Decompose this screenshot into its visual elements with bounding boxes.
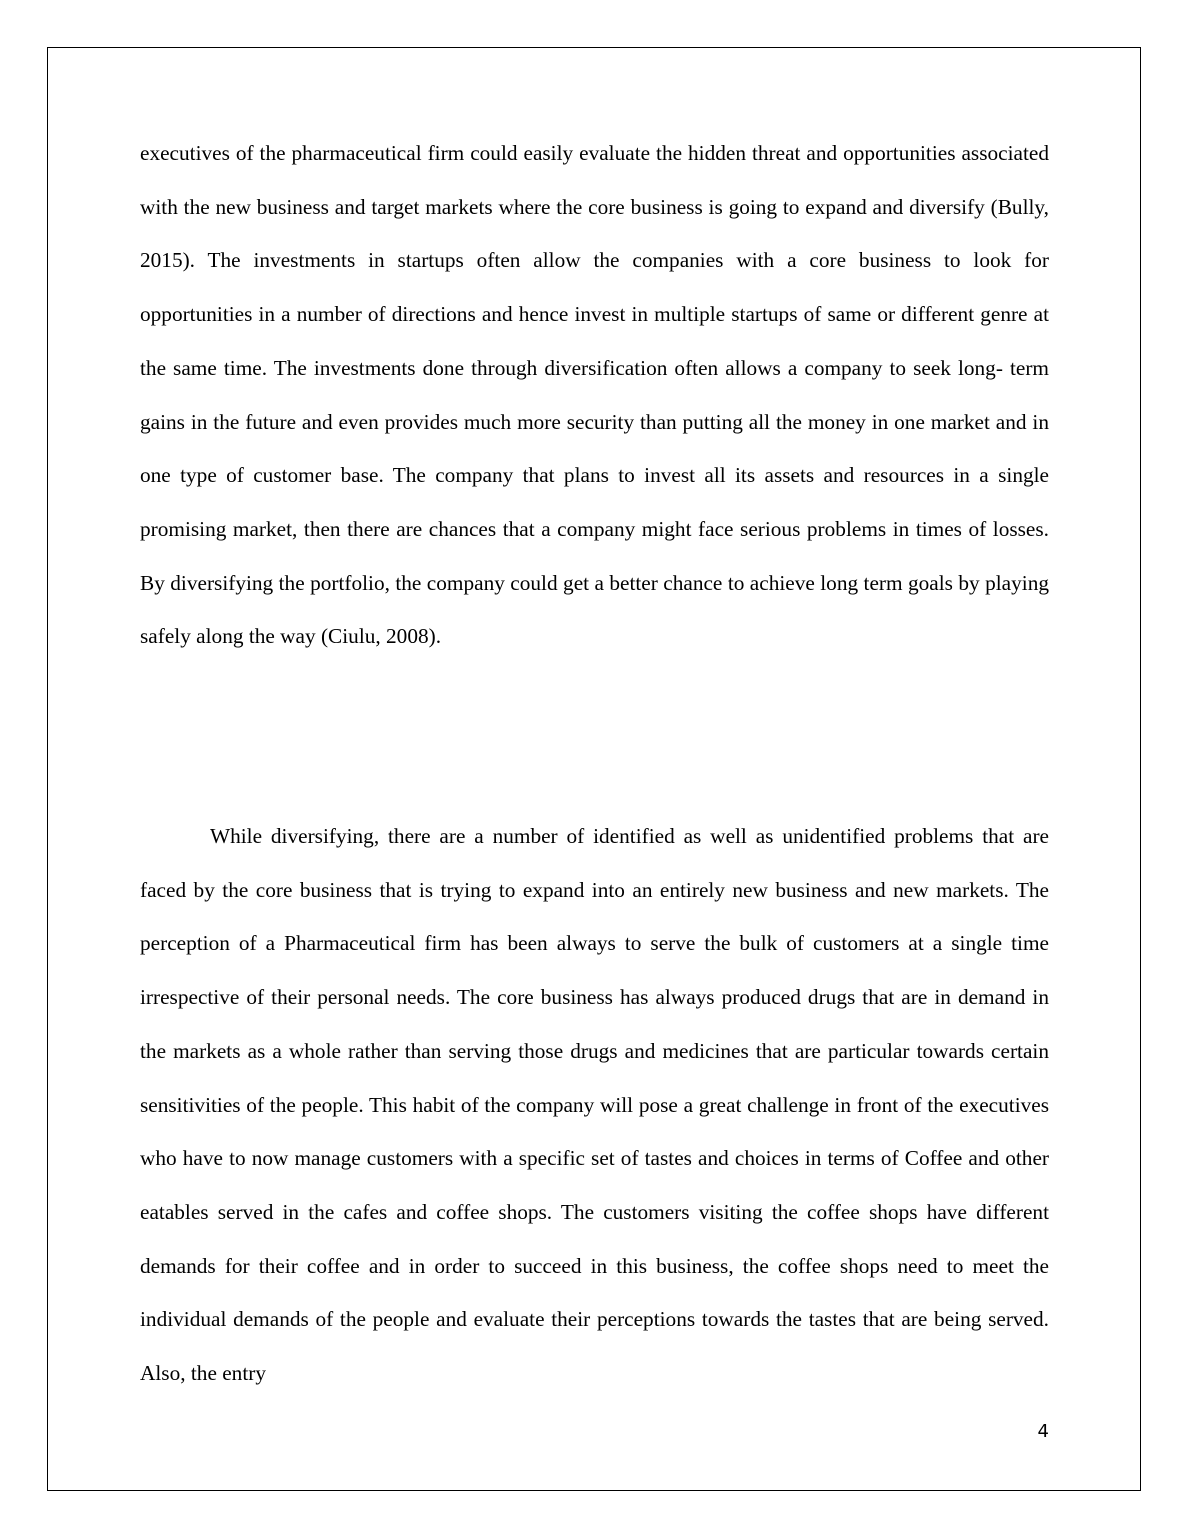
body-paragraph-2: While diversifying, there are a number of identified as well as unidentified problems that are faced by the core business that is trying to expand into an entirely new business and new markets. The perception of a Pharmaceutical firm has been always to serve the bulk of customers at a single time irrespective of their personal needs. The core business has always produced drugs that are in demand in the markets as a whole rather than serving those drugs and medicines that are particular towards certain sensitivities of the people. This habit of the company will pose a great challenge in front of the executives who have to now manage customers with a specific set of tastes and choices in terms of Coffee and other eatables served in the cafes and coffee shops. The customers visiting the coffee shops have different demands for their coffee and in order to succeed in this business, the coffee shops need to meet the individual demands of the people and evaluate their perceptions towards the tastes that are being served. Also, the entry [140, 824, 1049, 1386]
page-number: 4 [1037, 1421, 1049, 1442]
body-paragraph-1: executives of the pharmaceutical firm could easily evaluate the hidden threat and opportunities associated with the new business and target markets where the core business is going to expand and diversify (Bully, 2015). The investments in startups often allow the companies with a core business to look for opportunities in a number of directions and hence invest in multiple startups of same or different genre at the same time. The investments done through diversification often allows a company to seek long- term gains in the future and even provides much more security than putting all the money in one market and in one type of customer base. The company that plans to invest all its assets and resources in a single promising market, then there are chances that a company might face serious problems in times of losses. By diversifying the portfolio, the company could get a better chance to achieve long term goals by playing safely along the way (Ciulu, 2008). [140, 141, 1049, 649]
